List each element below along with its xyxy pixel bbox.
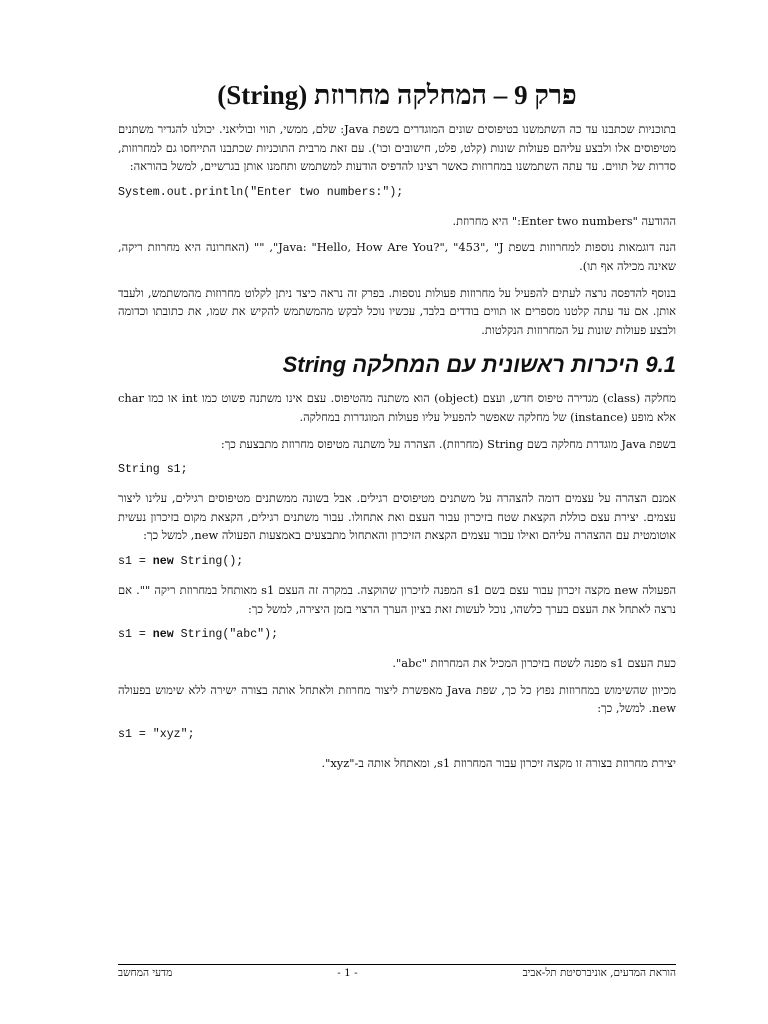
declaration-paragraph: אמנם הצהרה על עצמים דומה להצהרה על משתנים מטיפוסים רגילים. אבל בשונה ממשתנים מטיפוסים רגילים, עלינו ליצור עצמים. יצירת עצם כוללת הקצאת שטח בזיכרון עבור העצם ואת אתחולו. עבור משתנים רגילים, הקצאת מקום בזיכרון נעשית אוטומטית עם ההצהרה עליהם ואילו עבור עצמים הקצאת הזיכרון והאתחול מתבצעים באמצעות הפעולה new, למשל כך:: [118, 491, 676, 543]
code-keyword-new: new: [152, 554, 174, 568]
intro-paragraph: בתוכניות שכתבנו עד כה השתמשנו בטיפוסים שונים המוגדרים בשפת Java: שלם, ממשי, תווי ובוליאני. יכולנו להגדיר משתנים מטיפוסים אלו ולבצע עליהם פעולות שונות (קלט, פלט, חישובים וכו'). עם זאת מרבית התוכניות שכתבנו התייחסו גם למחרוזות, סדרות של תווים. עד עתה השתמשנו במחרוזות כאשר רצינו להדפיס הודעות למשתמש ותחמנו אותן בגרשיים, למשל בהוראה:: [118, 122, 676, 174]
java-class-paragraph: בשפת Java מוגדרת מחלקה בשם String (מחרוזת). הצהרה על משתנה מטיפוס מחרוזת מתבצעת כך:: [220, 436, 676, 451]
code-println: System.out.println("Enter two numbers:");: [118, 185, 404, 199]
create-paragraph: יצירת מחרוזת בצורה זו מקצה זיכרון עבור המחרוזת s1, ומאתחל אותה ב-"xyz".: [321, 755, 676, 770]
section-title: 9.1 היכרות ראשונית עם המחלקה String: [282, 352, 676, 378]
code-text: s1 =: [118, 554, 153, 568]
code-text: s1 =: [118, 628, 153, 642]
common-paragraph: מכיוון שהשימוש במחרוזות נפוץ כל כך, שפת Java מאפשרת ליצור מחרוזת ולאתחל אותה בצורה ישירה ללא שימוש בפעולה new. למשל, כך:: [118, 682, 676, 716]
page-footer: [118, 964, 676, 979]
now-paragraph: כעת העצם s1 מפנה לשטח בזיכרון המכיל את המחרוזת "abc".: [392, 656, 676, 671]
code-text: String();: [173, 554, 244, 568]
code-declaration: String s1;: [118, 463, 188, 477]
document-page: [118, 78, 676, 998]
new-paragraph: הפעולה new מקצה זיכרון עבור עצם בשם s1 המפנה לזיכרון שהוקצה. במקרה זה העצם s1 מאותחל במחרוזת ריקה "". אם נרצה לאתחל את העצם בערך כלשהו, נוכל לעשות זאת בציון הערך הרצוי בזמן היצירה, למשל כך:: [118, 582, 676, 616]
chapter-title: פרק 9 – המחלקה מחרוזת (String): [217, 80, 577, 110]
page-number: - 1 -: [337, 967, 358, 979]
code-literal: s1 = "xyz";: [118, 727, 195, 741]
message-paragraph: ההודעה "Enter two numbers:" היא מחרוזת.: [452, 213, 676, 228]
code-new-empty: [118, 553, 676, 571]
footer-institution: הוראת המדעים, אוניברסיטת תל-אביב: [522, 967, 676, 979]
code-new-abc: [118, 626, 676, 644]
code-keyword-new: new: [152, 628, 174, 642]
code-text: String("abc");: [173, 628, 279, 642]
class-paragraph: מחלקה (class) מגדירה טיפוס חדש, ועצם (object) הוא משתנה מהטיפוס. עצם אינו משתנה פשוט כמו int או כמו char אלא מופע (instance) של מחלקה שאפשר להפעיל עליו פעולות המוגדרות במחלקה.: [118, 391, 676, 424]
footer-subject: מדעי המחשב: [118, 967, 173, 979]
examples-paragraph: הנה דוגמאות נוספות למחרוזות בשפת Java: "Hello, How Are You?", "453", "J", "" (האחרונה היא מחרוזת ריקה, שאינה מכילה אף תו).: [118, 240, 676, 273]
operations-paragraph: בנוסף להדפסה נרצה לעתים להפעיל על מחרוזות פעולות נוספות. בפרק זה נראה כיצד ניתן לקלוט מחרוזות מהמשתמש, ולעבד אותן. אם עד עתה קלטנו מספרים או תווים בודדים בלבד, עכשיו נוכל לבקש מהמשתמש להקיש את שמו, את כתובתו וכדומה ולבצע פעולות שונות על המחרוזות הנקלטות.: [118, 285, 676, 337]
